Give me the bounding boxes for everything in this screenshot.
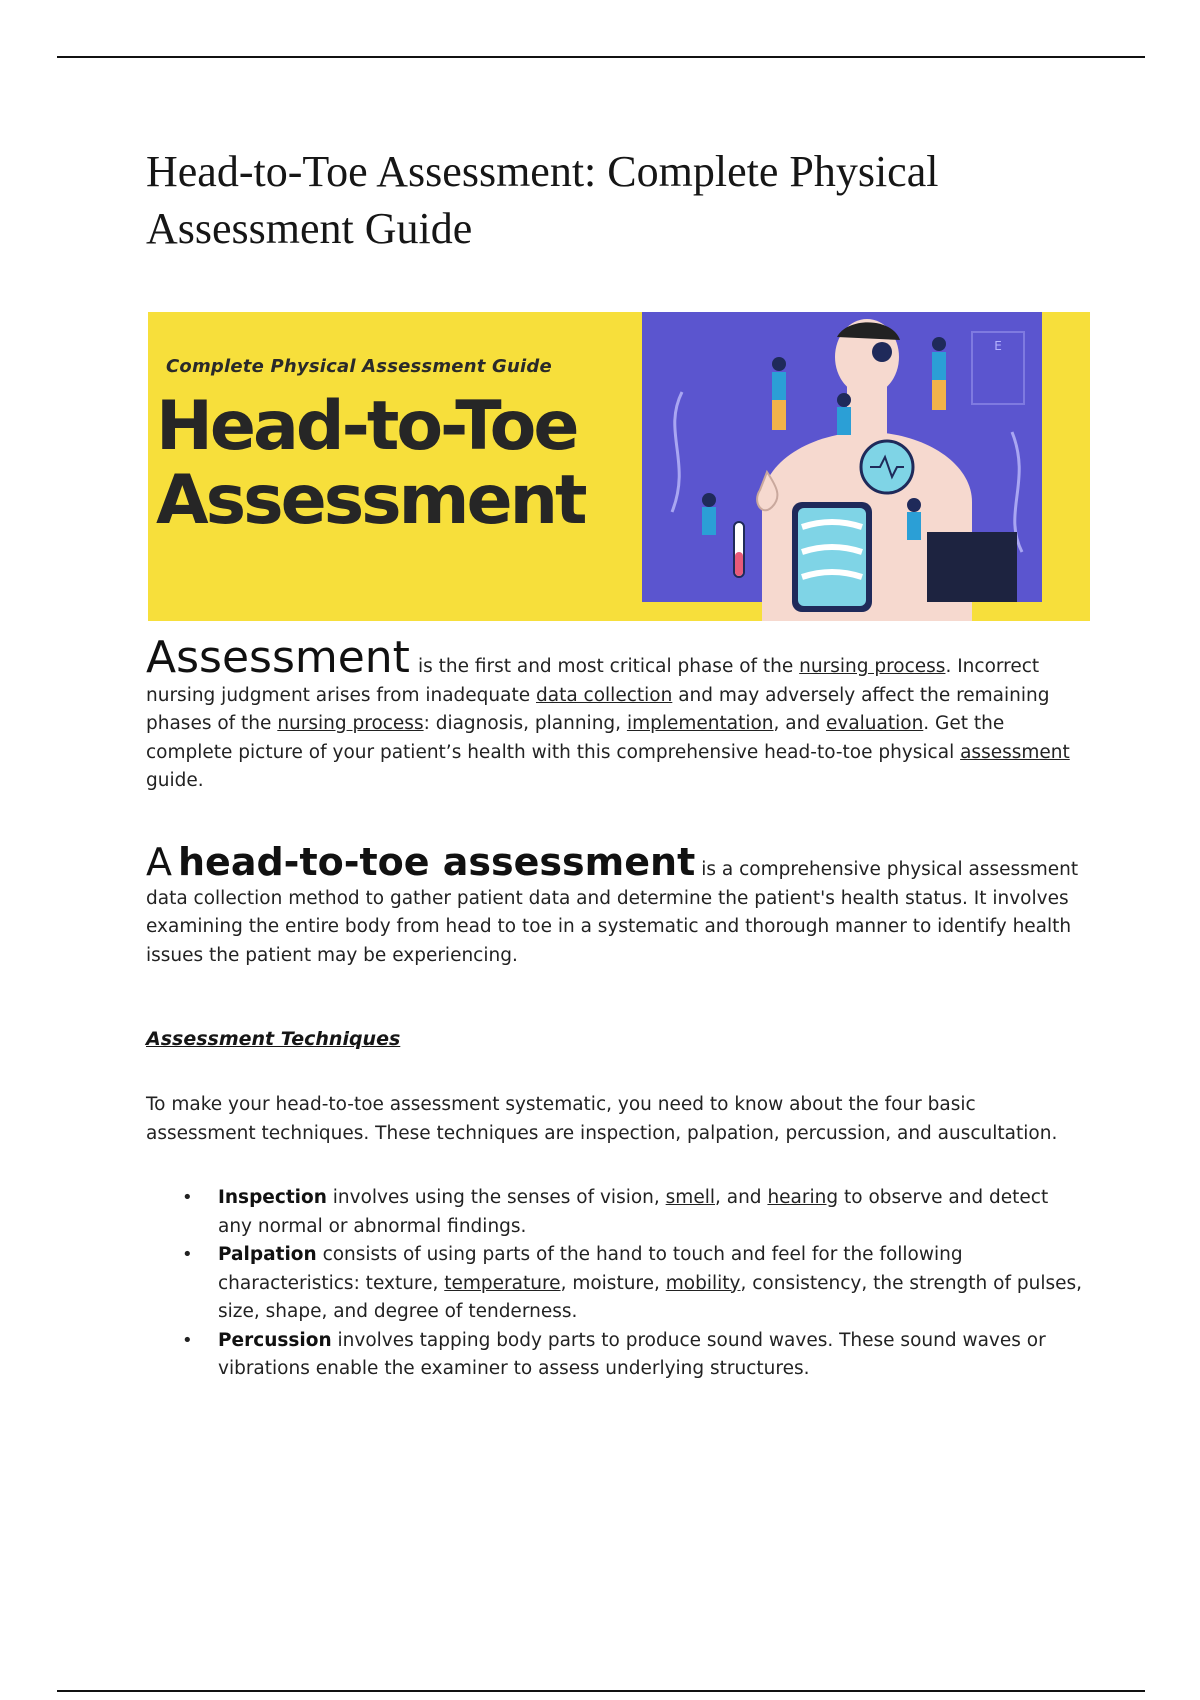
techniques-list <box>146 1184 1086 1384</box>
list-item: • Inspection involves using the senses of vision, smell, and hearing to observe and detect any normal or abnormal findings. <box>146 1184 1086 1241</box>
term-palpation: Palpation <box>218 1244 317 1265</box>
top-rule <box>57 56 1145 58</box>
banner-subtitle: Complete Physical Assessment Guide <box>166 356 552 377</box>
banner-text-panel <box>148 312 642 621</box>
bullet-icon: • <box>182 1329 193 1351</box>
svg-text:E: E <box>994 339 1002 353</box>
link-data-collection[interactable]: data collection <box>536 684 673 706</box>
banner-headline-line1: Head-to-Toe <box>156 387 577 466</box>
link-implementation[interactable]: implementation <box>626 713 774 734</box>
page-title: Head-to-Toe Assessment: Complete Physical Assessment Guide <box>146 147 939 253</box>
definition-term: head-to-toe assessment <box>178 840 696 884</box>
definition-text: is a comprehensive physical assessment data collection method to gather patient data and determine the patient's health status. It involves examining the entire body from head to toe in a systematic and thorough manner to identify health issues the patient may be experiencing. <box>146 859 1079 966</box>
list-item: • Percussion involves tapping body parts to produce sound waves. These sound waves or vibrations enable the examiner to assess underlying structures. <box>146 1327 1086 1384</box>
definition-lead-a: A <box>146 840 172 884</box>
link-nursing-process-2[interactable]: nursing process <box>277 713 424 734</box>
bullet-icon: • <box>182 1244 193 1265</box>
definition-paragraph <box>146 840 1086 970</box>
bottom-rule <box>57 1690 1145 1692</box>
link-evaluation[interactable]: evaluation <box>825 713 924 734</box>
hero-banner <box>148 312 1090 621</box>
bullet-icon: • <box>182 1187 193 1208</box>
intro-paragraph: Assessment is the first and most critical phase of the nursing process. Incorrect nursing judgment arises from inadequate data collection and may adversely affect the remaining phases of the nursing process: diagnosis, planning, implementation, and evaluation. Get the complete picture of your patient’s health with this comprehensive head-to-toe physical assessment guide. <box>146 632 1070 791</box>
section-heading-techniques: Assessment Techniques <box>146 1028 401 1050</box>
link-temperature[interactable]: temperature <box>444 1272 561 1294</box>
link-assessment[interactable]: assessment <box>960 741 1070 763</box>
intro-lead-word: Assessment <box>146 632 410 683</box>
link-smell[interactable]: smell <box>665 1187 715 1208</box>
list-item: • Palpation consists of using parts of the hand to touch and feel for the following characteristics: texture, temperature, moisture, mobility, consistency, the strength of pulses, size, shape, and degree of tenderness. <box>146 1241 1086 1327</box>
link-hearing[interactable]: hearing <box>767 1187 839 1208</box>
banner-headline-line2: Assessment <box>156 461 585 540</box>
link-mobility[interactable]: mobility <box>665 1272 741 1294</box>
medical-illustration <box>642 312 1090 621</box>
term-percussion: Percussion <box>218 1329 332 1351</box>
banner-headline <box>156 387 636 540</box>
techniques-intro: To make your head-to-toe assessment systematic, you need to know about the four basic assessment techniques. These techniques are inspection, palpation, percussion, and auscultation. <box>146 1094 1058 1144</box>
link-nursing-process[interactable]: nursing process <box>799 656 946 677</box>
term-inspection: Inspection <box>218 1187 327 1208</box>
